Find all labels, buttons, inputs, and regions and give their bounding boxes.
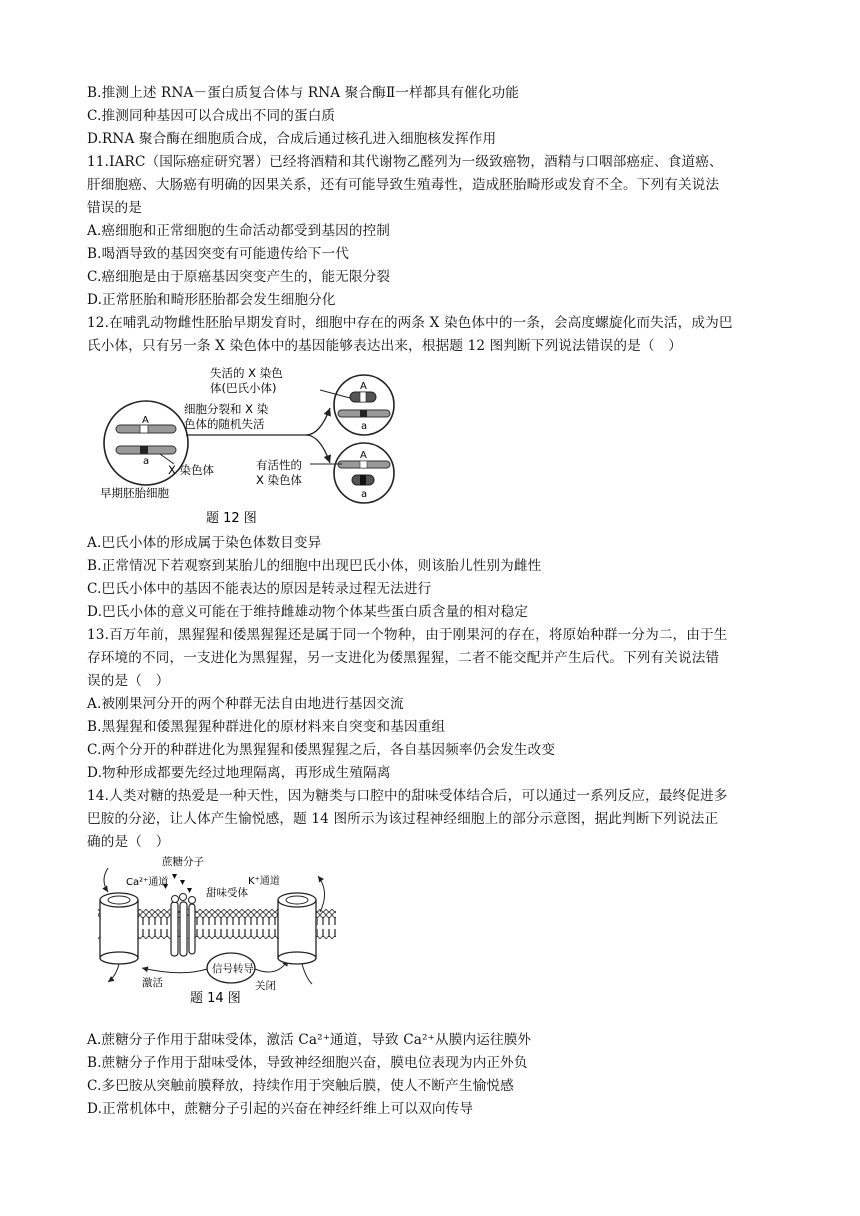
q14-option-c: C.多巴胺从突触前膜释放，持续作用于突触后膜，使人不断产生愉悦感 xyxy=(87,1078,514,1094)
figure-14-caption: 题 14 图 xyxy=(190,991,241,1006)
arrow-label-line-2: 色体的随机失活 xyxy=(184,417,265,431)
q11-option-c: C.癌细胞是由于原癌基因突变产生的，能无限分裂 xyxy=(87,269,391,285)
allele-a-bottom: a xyxy=(361,489,368,500)
allele-A-top: A xyxy=(360,381,367,392)
arrow-up xyxy=(306,408,330,435)
q13-option-b: B.黑猩猩和倭黑猩猩种群进化的原材料来自突变和基因重组 xyxy=(87,719,446,735)
q11-stem-line-2: 肝细胞癌、大肠癌有明确的因果关系，还有可能导致生殖毒性，造成胚胎畸形或发育不全。下列有关说法 xyxy=(87,177,720,193)
q14-stem-line-1: 14.人类对糖的热爱是一种天性，因为糖类与口腔中的甜味受体结合后，可以通过一系列反应，最终促进多 xyxy=(87,788,728,804)
k-channel xyxy=(278,893,316,964)
inactive-label-line-1: 失活的 X 染色 xyxy=(210,366,283,380)
q11-option-a: A.癌细胞和正常细胞的生命活动都受到基因的控制 xyxy=(87,223,391,239)
x-chromosome-label: X 染色体 xyxy=(168,463,215,477)
ca-channel-label: Ca²⁺通道 xyxy=(126,877,169,888)
arrow-down xyxy=(306,435,330,463)
arrow-label-line-1: 细胞分裂和 X 染 xyxy=(184,402,269,416)
receptor-label: 甜味受体 xyxy=(206,887,248,899)
q11-stem-line-3: 错误的是 xyxy=(87,200,142,216)
q14-stem-line-2: 巴胺的分泌，让人体产生愉悦感，题 14 图所示为该过程神经细胞上的部分示意图，据此判断下列说法正 xyxy=(87,811,719,827)
q13-stem-line-1: 13.百万年前，黑猩猩和倭黑猩猩还是属于同一个物种，由于刚果河的存在，将原始种群一分为二，由于生 xyxy=(87,627,728,643)
q14-option-a: A.蔗糖分子作用于甜味受体，激活 Ca²⁺通道，导致 Ca²⁺从膜内运往膜外 xyxy=(87,1032,532,1048)
q12-stem-line-2: 氏小体，只有另一条 X 染色体中的基因能够表达出来，根据题 12 图判断下列说法错误的是（ ） xyxy=(87,338,683,354)
allele-A-bottom: A xyxy=(360,450,367,461)
q12-stem-line-1: 12.在哺乳动物雌性胚胎早期发育时，细胞中存在的两条 X 染色体中的一条，会高度螺旋化而失活，成为巴 xyxy=(87,315,733,331)
signal-label: 信号转导 xyxy=(212,963,254,975)
q10-option-c: C.推测同种基因可以合成出不同的蛋白质 xyxy=(87,108,336,124)
figure-12 xyxy=(98,360,398,530)
figure-12-caption: 题 12 图 xyxy=(206,511,257,526)
activate-label: 激活 xyxy=(142,977,163,989)
sweet-receptor xyxy=(171,894,196,957)
q14-option-b: B.蔗糖分子作用于甜味受体，导致神经细胞兴奋，膜电位表现为内正外负 xyxy=(87,1055,528,1071)
ca-channel xyxy=(100,893,138,964)
q11-option-b: B.喝酒导致的基因突变有可能遗传给下一代 xyxy=(87,246,349,262)
q13-stem-line-3: 误的是（ ） xyxy=(87,673,170,689)
q13-option-a: A.被刚果河分开的两个种群无法自由地进行基因交流 xyxy=(87,696,404,712)
allele-a-early: a xyxy=(143,456,150,467)
q14-stem-line-3: 确的是（ ） xyxy=(87,834,170,850)
chromosome-lower xyxy=(116,446,176,454)
chromosome-upper xyxy=(116,425,176,433)
allele-a-top: a xyxy=(361,421,368,432)
q14-option-d: D.正常机体中，蔗糖分子引起的兴奋在神经纤维上可以双向传导 xyxy=(87,1101,474,1117)
sucrose-label: 蔗糖分子 xyxy=(162,856,204,868)
q12-option-c: C.巴氏小体中的基因不能表达的原因是转录过程无法进行 xyxy=(87,581,432,597)
q10-option-b: B.推测上述 RNA－蛋白质复合体与 RNA 聚合酶Ⅱ一样都具有催化功能 xyxy=(87,85,520,101)
q13-option-d: D.物种形成都要先经过地理隔离，再形成生殖隔离 xyxy=(87,765,391,781)
early-cell-label: 早期胚胎细胞 xyxy=(100,486,169,500)
q11-option-d: D.正常胚胎和畸形胚胎都会发生细胞分化 xyxy=(87,292,336,308)
q12-option-b: B.正常情况下若观察到某胎儿的细胞中出现巴氏小体，则该胎儿性别为雌性 xyxy=(87,558,542,574)
allele-A-early: A xyxy=(142,415,149,426)
active-label-line-2: X 染色体 xyxy=(256,473,303,487)
q12-option-a: A.巴氏小体的形成属于染色体数目变异 xyxy=(87,535,322,551)
q11-stem-line-1: 11.IARC（国际癌症研究署）已经将酒精和其代谢物乙醛列为一级致癌物，酒精与口咽部癌症、食道癌、 xyxy=(87,154,723,170)
q12-option-d: D.巴氏小体的意义可能在于维持雌雄动物个体某些蛋白质含量的相对稳定 xyxy=(87,604,529,620)
inactive-label-line-2: 体(巴氏小体) xyxy=(210,381,277,395)
q13-stem-line-2: 存环境的不同，一支进化为黑猩猩，另一支进化为倭黑猩猩，二者不能交配并产生后代。下列有关说法错 xyxy=(87,650,720,666)
figure-14 xyxy=(92,852,342,1010)
q10-option-d: D.RNA 聚合酶在细胞质合成，合成后通过核孔进入细胞核发挥作用 xyxy=(87,131,497,147)
k-channel-label: K⁺通道 xyxy=(248,876,280,887)
active-label-line-1: 有活性的 xyxy=(256,458,302,472)
close-label: 关闭 xyxy=(255,980,276,992)
q13-option-c: C.两个分开的种群进化为黑猩猩和倭黑猩猩之后，各自基因频率仍会发生改变 xyxy=(87,742,556,758)
